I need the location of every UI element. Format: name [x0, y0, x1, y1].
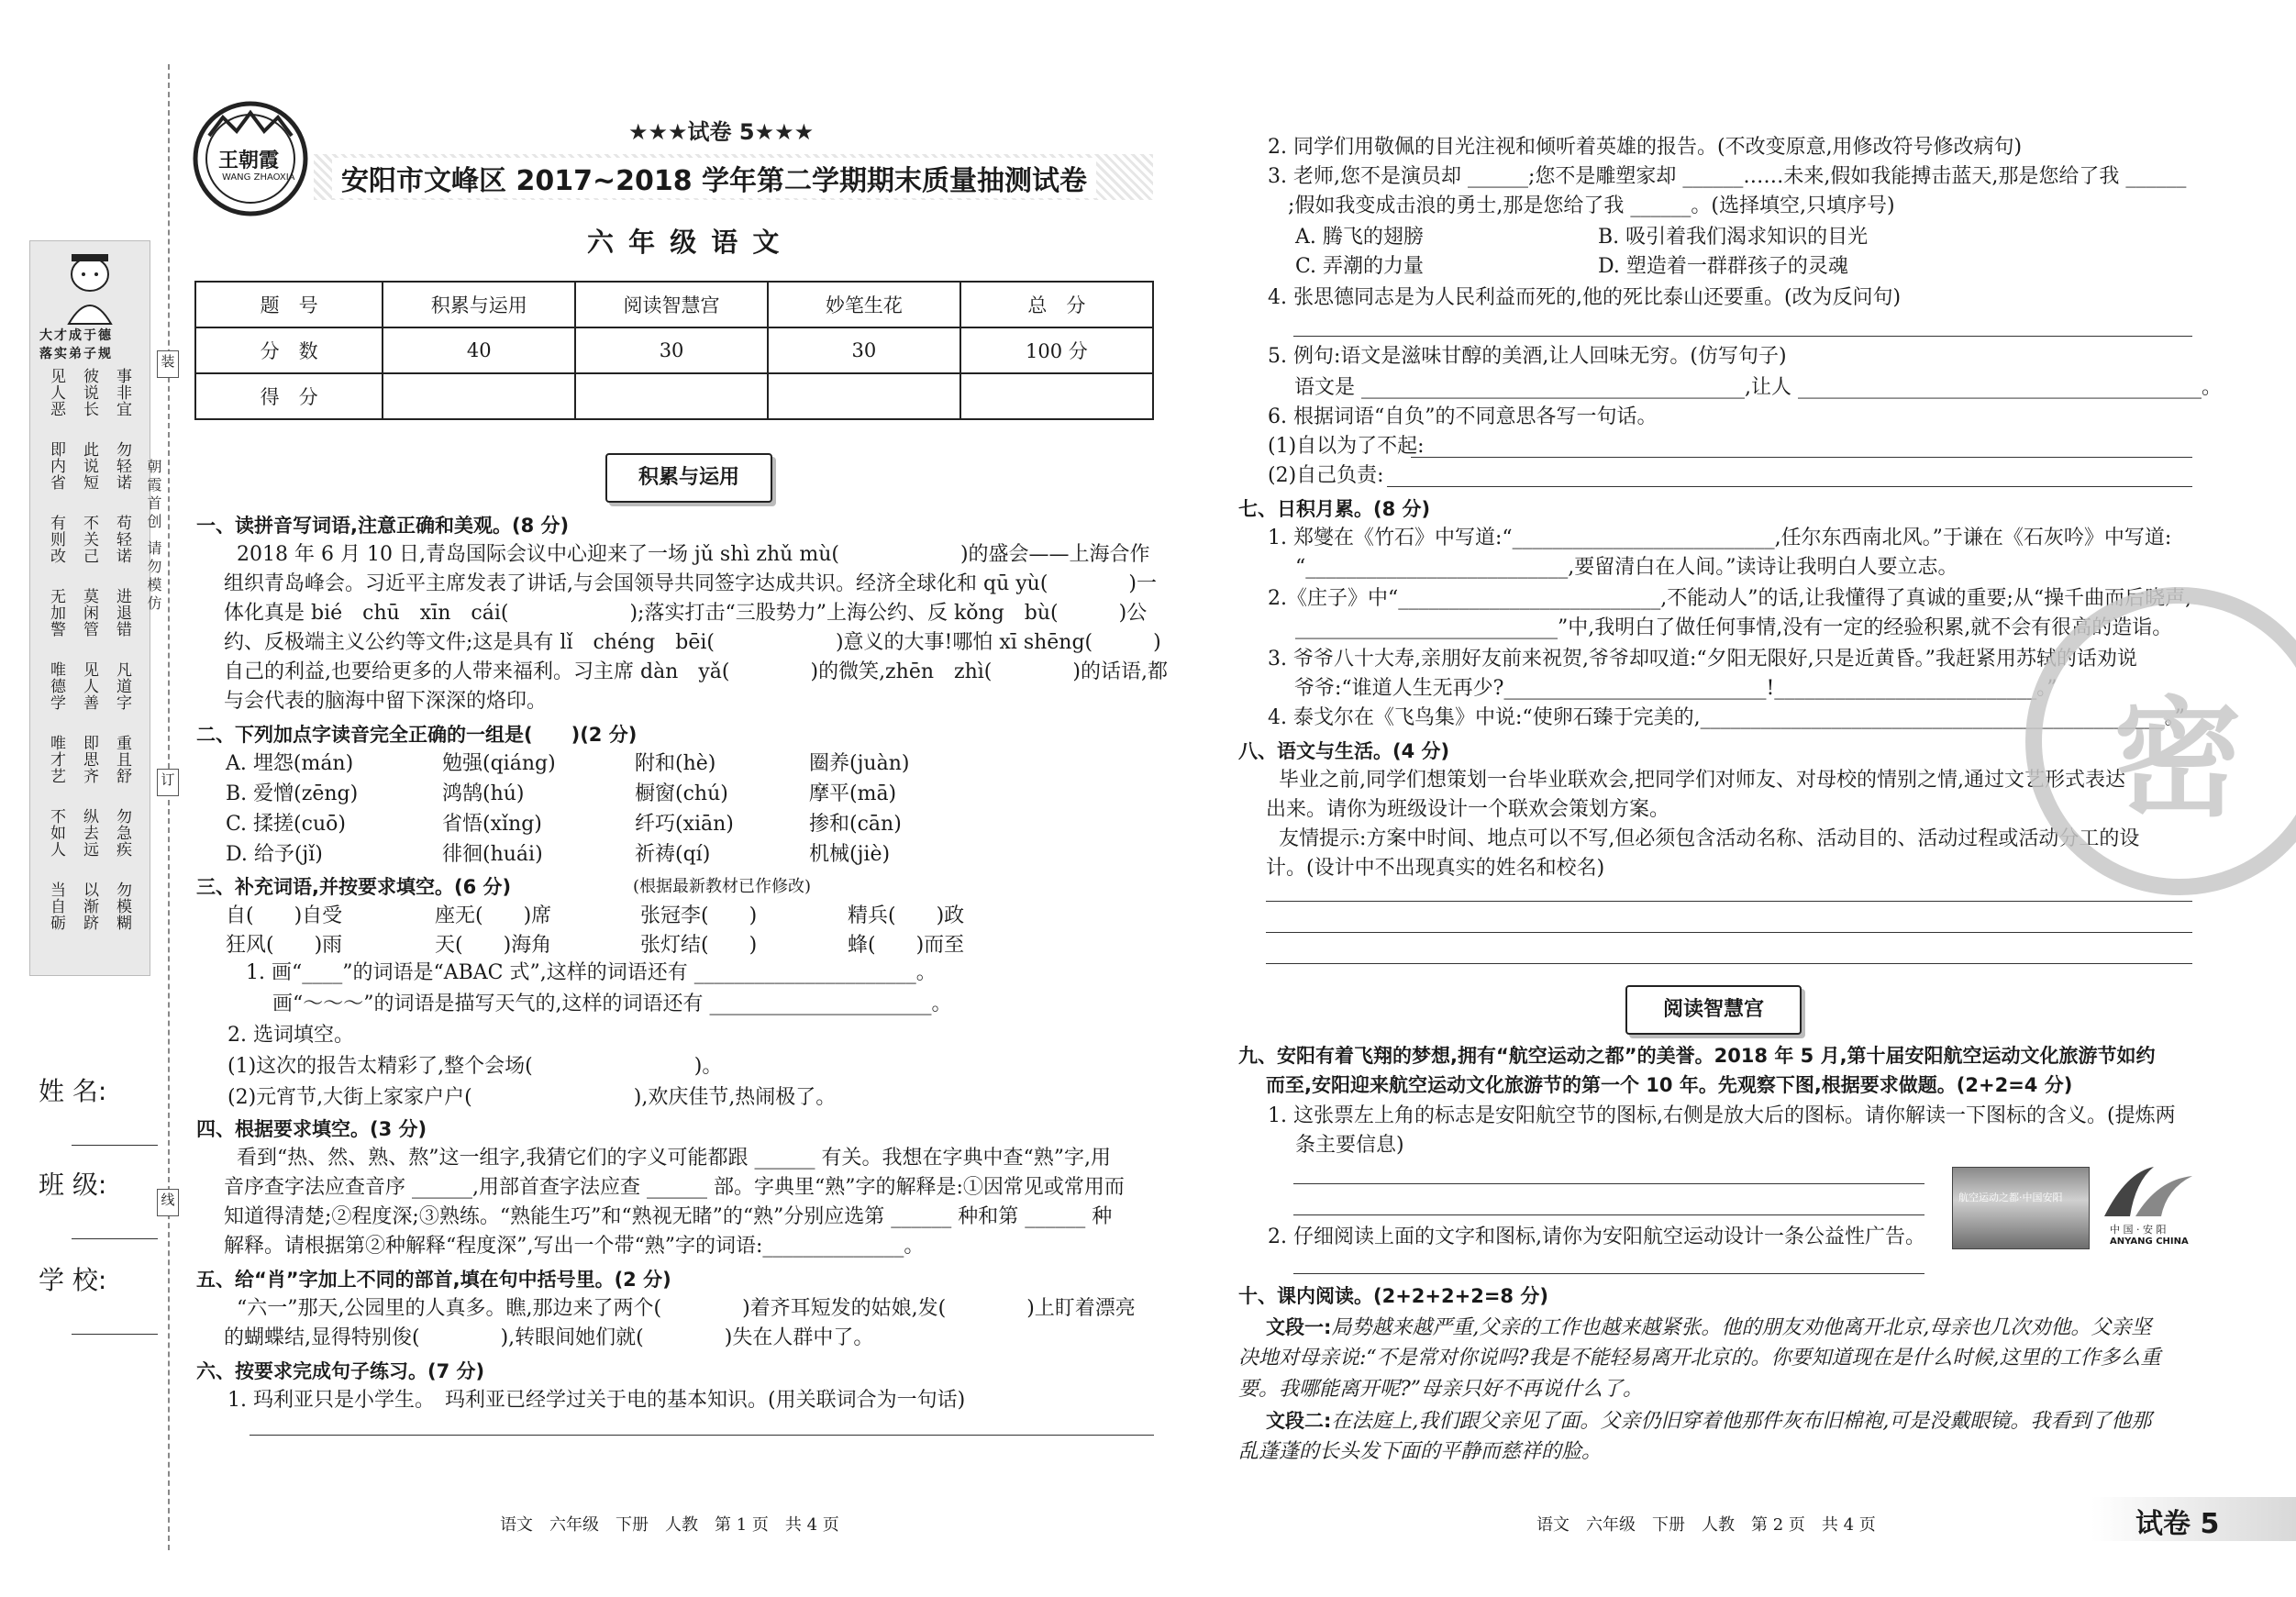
- q2-option-cell: 纤巧(xiān): [635, 813, 734, 836]
- q6-title: 六、按要求完成句子练习。(7 分): [196, 1360, 485, 1382]
- answer-line[interactable]: [1387, 486, 2192, 487]
- q10-para1-line: 决地对母亲说:“不是常对你说吗?我是不能轻易离开北京的。你要知道现在是什么时候,这里的工作多么重: [1238, 1347, 2161, 1370]
- q2-option-cell: D. 给予(jǐ): [226, 843, 323, 866]
- q3-word-cell: 张灯结( ): [640, 934, 758, 957]
- cut-mark-3: 线: [157, 1189, 179, 1216]
- answer-line[interactable]: [1266, 963, 2192, 964]
- emblem-caption-en: ANYANG CHINA: [2110, 1237, 2189, 1247]
- score-table-obtained-row: [195, 373, 1153, 419]
- scholar-illustration: [56, 247, 124, 326]
- table-cell: 题 号: [195, 282, 383, 327]
- q6-item-5-fill: 语文是 ______________________________________,让人 ________________________________________。: [1268, 376, 2222, 399]
- q3-word-cell: 张冠李( ): [640, 904, 758, 927]
- q6-item-3: 3. 老师,您不是演员却 ______;您不是雕塑家却 ______……未来,假如我能搏击蓝天,那是您给了我 ______: [1268, 165, 2187, 188]
- q9-title: 九、安阳有着飞翔的梦想,拥有“航空运动之都”的美誉。2018 年 5 月,第十届安阳航空运动文化旅游节如约: [1238, 1045, 2156, 1067]
- subject-title: 六 年 级 语 文: [587, 227, 782, 258]
- q2-option-cell: 祈祷(qí): [635, 843, 711, 866]
- q9-title-cont: 而至,安阳迎来航空运动文化旅游节的第一个 10 年。先观察下图,根据要求做题。(2+2=4 分): [1266, 1074, 2073, 1096]
- table-cell: 30: [575, 327, 768, 373]
- score-input-cell[interactable]: [768, 373, 960, 419]
- q8-line: 计。(设计中不出现真实的姓名和校名): [1266, 857, 1605, 880]
- page-footer-right: 语文 六年级 下册 人教 第 2 页 共 4 页: [1536, 1515, 1876, 1535]
- sidebar-rule-column: 纵去远: [80, 808, 98, 858]
- q1-line: 组织青岛峰会。习近平主席发表了讲话,与会国领导共同签字达成共识。经济全球化和 qū yù( )一: [224, 572, 1157, 595]
- fold-dash-line: [168, 64, 170, 1550]
- q6-item-3-cont: ;假如我变成击浪的勇士,那是您给了我 ______。(选择填空,只填序号): [1268, 194, 1895, 217]
- sidebar-rule-column: 重且舒: [113, 735, 131, 784]
- answer-line[interactable]: [1266, 901, 2192, 902]
- sidebar-rule-column: 彼说长: [80, 368, 98, 417]
- q10-para1-line: 局势越来越严重,父亲的工作也越来越紧张。他的朋友劝他离开北京,母亲也几次劝他。父亲坚: [1331, 1316, 2152, 1339]
- q5-line: “六一”那天,公园里的人真多。瞧,那边来了两个( )着齐耳短发的姑娘,发( )上盯着漂亮: [196, 1297, 1136, 1320]
- q3-word-cell: 天( )海角: [435, 934, 552, 957]
- table-cell: 100 分: [960, 327, 1153, 373]
- q1-line: 约、反极端主义公约等文件;这是具有 lǐ chéng bēi( )意义的大事!哪怕 xī shēng( ): [224, 631, 1161, 654]
- exam-title: 安阳市文峰区 2017~2018 学年第二学期期末质量抽测试卷: [332, 158, 1096, 198]
- answer-line[interactable]: [1293, 336, 2192, 337]
- q2-title: 二、下列加点字读音完全正确的一组是( )(2 分): [196, 724, 638, 746]
- q8-line: 友情提示:方案中时间、地点可以不写,但必须包含活动名称、活动目的、活动过程或活动分工的设: [1238, 827, 2140, 850]
- sidebar-rule-column: 苟轻诺: [113, 515, 131, 564]
- sidebar-motto-2: 落实弟子规: [39, 347, 113, 361]
- school-label: 学 校:: [39, 1265, 107, 1295]
- score-input-cell[interactable]: [960, 373, 1153, 419]
- table-cell: 阅读智慧宫: [575, 282, 768, 327]
- q1-title: 一、读拼音写词语,注意正确和美观。(8 分): [196, 515, 570, 537]
- school-field[interactable]: [72, 1334, 158, 1335]
- q7-title: 七、日积月累。(8 分): [1238, 498, 1431, 520]
- q6-item-6-1: (1)自以为了不起:: [1268, 435, 1425, 458]
- table-cell: 妙笔生花: [768, 282, 960, 327]
- answer-line[interactable]: [250, 1435, 1154, 1436]
- logo-subtext: WANG ZHAOXIA: [222, 172, 295, 183]
- q2-option-cell: A. 埋怨(mán): [226, 752, 354, 775]
- q6-option-a: A. 腾飞的翅膀: [1295, 226, 1424, 249]
- sidebar-rule-column: 见人恶: [47, 368, 65, 417]
- q2-option-cell: 附和(hè): [635, 752, 716, 775]
- sidebar-rule-column: 不如人: [47, 808, 65, 858]
- q6-item-4: 4. 张思德同志是为人民利益而死的,他的死比泰山还要重。(改为反问句): [1268, 286, 1902, 309]
- answer-line[interactable]: [1293, 1183, 1924, 1184]
- q6-option-d: D. 塑造着一群群孩子的灵魂: [1598, 255, 1848, 278]
- q7-line: 2.《庄子》中“__________________________,不能动人”的话,让我懂得了真诚的重要;从“操千曲而后晓声,: [1268, 587, 2192, 610]
- q7-line: 4. 泰戈尔在《飞鸟集》中说:“使卵石臻于完美的,______________________________________________。”: [1268, 706, 2185, 729]
- q7-line: 3. 爷爷八十大寿,亲朋好友前来祝贺,爷爷却叹道:“夕阳无限好,只是近黄昏。”我赶紧用苏轼的话劝说: [1268, 648, 2137, 671]
- sidebar-rule-column: 不关己: [80, 515, 98, 564]
- q6-option-c: C. 弄潮的力量: [1295, 255, 1425, 278]
- class-label: 班 级:: [39, 1170, 107, 1200]
- q7-line: “__________________________,要留清白在人间。”读诗让我明白人要立志。: [1295, 556, 1958, 579]
- name-label: 姓 名:: [39, 1076, 107, 1106]
- table-cell: 积累与运用: [383, 282, 575, 327]
- class-field[interactable]: [72, 1238, 158, 1239]
- q5-title: 五、给“肖”字加上不同的部首,填在句中括号里。(2 分): [196, 1269, 671, 1291]
- sidebar-rule-column: 进退错: [113, 588, 131, 638]
- sidebar-rule-column: 无加警: [47, 588, 65, 638]
- q2-option-cell: 徘徊(huái): [442, 843, 543, 866]
- answer-line[interactable]: [1293, 1273, 1924, 1274]
- ticket-caption: 航空运动之都·中国安阳: [1958, 1192, 2063, 1203]
- cut-mark-1: 装: [157, 350, 179, 378]
- sidebar-rule-column: 此说短: [80, 441, 98, 491]
- q6-item-5: 5. 例句:语文是滋味甘醇的美酒,让人回味无穷。(仿写句子): [1268, 345, 1787, 368]
- sidebar-rule-column: 唯德学: [47, 661, 65, 711]
- sidebar-rule-column: 以渐跻: [80, 882, 98, 931]
- sidebar-rule-column: 有则改: [47, 515, 65, 564]
- aviation-festival-emblem: [2099, 1163, 2198, 1218]
- sidebar-rule-column: 见人善: [80, 661, 98, 711]
- q3-note: (根据最新教材已作修改): [633, 877, 812, 896]
- festival-ticket-image: [1952, 1167, 2090, 1249]
- q3-sub: (2)元宵节,大街上家家户户( ),欢庆佳节,热闹极了。: [227, 1086, 837, 1109]
- sidebar-rule-column: 莫闲管: [80, 588, 98, 638]
- sidebar-rules: [38, 368, 144, 964]
- q7-line: __________________________”中,我明白了做任何事情,没有一定的经验积累,就不会有很高的造诣。: [1295, 616, 2173, 639]
- q2-option-cell: C. 揉搓(cuō): [226, 813, 346, 836]
- sidebar-rule-column: 凡道字: [113, 661, 131, 711]
- q4-line: 音序查字法应查音序 ______,用部首查字法应查 ______ 部。字典里“熟”字的解释是:①因常见或常用而: [224, 1176, 1125, 1199]
- emblem-caption-cn: 中 国 · 安 阳: [2110, 1224, 2167, 1236]
- q3-sub: 2. 选词填空。: [227, 1024, 354, 1047]
- table-cell: 40: [383, 327, 575, 373]
- q4-line: 解释。请根据第②种解释“程度深”,写出一个带“熟”字的词语:______________。: [224, 1235, 925, 1258]
- q9-item-2: 2. 仔细阅读上面的文字和图标,请你为安阳航空运动设计一条公益性广告。: [1268, 1225, 1925, 1248]
- q1-line: 2018 年 6 月 10 日,青岛国际会议中心迎来了一场 jǔ shì zhǔ mù( )的盛会——上海合作: [196, 543, 1150, 566]
- answer-line[interactable]: [1411, 457, 2192, 458]
- sidebar-rule-column: 唯才艺: [47, 735, 65, 784]
- score-table-points-row: [195, 327, 1153, 373]
- table-cell: 分 数: [195, 327, 383, 373]
- answer-line[interactable]: [1266, 932, 2192, 933]
- q2-option-cell: 机械(jiè): [809, 843, 891, 866]
- sidebar-panel: [29, 240, 150, 976]
- q10-para2-line: 在法庭上,我们跟父亲见了面。父亲仍旧穿着他那件灰布旧棉袍,可是没戴眼镜。我看到了他那: [1331, 1410, 2152, 1433]
- q9-item-1-cont: 条主要信息): [1295, 1134, 1404, 1157]
- q9-item-1: 1. 这张票左上角的标志是安阳航空节的图标,右侧是放大后的图标。请你解读一下图标的含义。(提炼两: [1268, 1104, 2176, 1127]
- q2-option-cell: 摩平(mā): [809, 782, 897, 805]
- sidebar-motto-1: 大才成于德: [39, 328, 113, 343]
- paper-number: ★★★试卷 5★★★: [628, 119, 815, 145]
- q10-para2-line: 乱蓬蓬的长头发下面的平静而慈祥的脸。: [1238, 1440, 1603, 1463]
- sidebar-rule-column: 勿轻诺: [113, 441, 131, 491]
- answer-line[interactable]: [1293, 1214, 1924, 1215]
- q6-item-6: 6. 根据词语“自负”的不同意思各写一句话。: [1268, 405, 1658, 428]
- q6-item-1: 1. 玛利亚只是小学生。 玛利亚已经学过关于电的基本知识。(用关联词合为一句话): [227, 1389, 966, 1412]
- section-banner-reading: 阅读智慧宫: [1625, 985, 1802, 1035]
- q1-line: 自己的利益,也要给更多的人带来福利。习主席 dàn yǎ( )的微笑,zhēn zhì( )的话语,都: [224, 660, 1168, 683]
- score-table-header-row: [195, 282, 1153, 327]
- corner-tag: 试卷 5: [2135, 1508, 2220, 1540]
- score-input-cell[interactable]: [575, 373, 768, 419]
- q4-title: 四、根据要求填空。(3 分): [196, 1118, 427, 1140]
- q3-word-cell: 座无( )席: [435, 904, 552, 927]
- q3-word-cell: 狂风( )雨: [226, 934, 343, 957]
- cut-mark-2: 订: [157, 769, 179, 796]
- q8-line: 毕业之前,同学们想策划一台毕业联欢会,把同学们对师友、对母校的情别之情,通过文艺形式表达: [1238, 769, 2125, 792]
- q3-word-cell: 蜂( )而至: [848, 934, 965, 957]
- q10-title: 十、课内阅读。(2+2+2+2=8 分): [1238, 1285, 1548, 1307]
- q3-word-cell: 精兵( )政: [848, 904, 965, 927]
- score-input-cell[interactable]: [383, 373, 575, 419]
- sidebar-rule-column: 当自砺: [47, 882, 65, 931]
- logo-text: 王朝霞: [218, 150, 280, 172]
- name-field[interactable]: [72, 1145, 158, 1146]
- q3-sub: 画“～～～”的词语是描写天气的,这样的词语还有 ______________________。: [246, 993, 952, 1015]
- q1-line: 体化真是 bié chū xīn cái( );落实打击“三股势力”上海公约、反 kǒng bù( )公: [224, 602, 1148, 625]
- stamp-char: 密: [2113, 685, 2243, 835]
- q2-option-cell: B. 爱憎(zēng): [226, 782, 359, 805]
- q8-title: 八、语文与生活。(4 分): [1238, 740, 1450, 762]
- q6-item-6-2: (2)自己负责:: [1268, 464, 1384, 487]
- q7-line: 爷爷:“谁道人生无再少?__________________________!__________________________。”: [1268, 677, 2058, 700]
- page-footer-left: 语文 六年级 下册 人教 第 1 页 共 4 页: [500, 1515, 839, 1535]
- q1-line: 与会代表的脑海中留下深深的烙印。: [224, 690, 548, 713]
- q10-para2-label: 文段二:: [1266, 1410, 1332, 1432]
- q2-option-cell: 橱窗(chú): [635, 782, 728, 805]
- sidebar-rule-column: 即思齐: [80, 735, 98, 784]
- q10-para1-line: 要。我哪能离开呢?”母亲只好不再说什么了。: [1238, 1378, 1644, 1401]
- q5-line: 的蝴蝶结,显得特别俊( ),转眼间她们就( )失在人群中了。: [224, 1326, 874, 1349]
- q3-word-cell: 自( )自受: [226, 904, 343, 927]
- q6-item-2: 2. 同学们用敬佩的目光注视和倾听着英雄的报告。(不改变原意,用修改符号修改病句): [1268, 136, 2023, 159]
- table-cell: 30: [768, 327, 960, 373]
- q2-option-cell: 省悟(xǐng): [442, 813, 542, 836]
- sidebar-rule-column: 事非宜: [113, 368, 131, 417]
- sidebar-rule-column: 勿模糊: [113, 882, 131, 931]
- q7-line: 1. 郑燮在《竹石》中写道:“__________________________,任尔东西南北风。”于谦在《石灰吟》中写道:: [1268, 527, 2172, 549]
- sidebar-rule-column: 即内省: [47, 441, 65, 491]
- table-cell: 总 分: [960, 282, 1153, 327]
- q10-para1-label: 文段一:: [1266, 1316, 1332, 1338]
- sidebar-vertical-note: 朝霞首创 请勿模仿: [145, 459, 162, 615]
- q3-sub: (1)这次的报告太精彩了,整个会场( )。: [227, 1055, 723, 1078]
- q3-sub: 1. 画“____”的词语是“ABAC 式”,这样的词语还有 ______________________。: [246, 961, 937, 984]
- sidebar-rule-column: 勿急疾: [113, 808, 131, 858]
- q2-option-cell: 圈养(juàn): [809, 752, 910, 775]
- q4-line: 知道得清楚;②程度深;③熟练。“熟能生巧”和“熟视无睹”的“熟”分别应选第 ______ 种和第 ______ 种: [224, 1205, 1113, 1228]
- q2-option-cell: 勉强(qiáng): [442, 752, 556, 775]
- q2-option-cell: 掺和(cān): [809, 813, 902, 836]
- section-banner-accumulation: 积累与运用: [605, 453, 772, 503]
- score-table: [194, 281, 1154, 420]
- table-cell: 得 分: [195, 373, 383, 419]
- q8-line: 出来。请你为班级设计一个联欢会策划方案。: [1266, 798, 1670, 821]
- q6-option-b: B. 吸引着我们渴求知识的目光: [1598, 226, 1869, 249]
- q2-option-cell: 鸿鹄(hú): [442, 782, 525, 805]
- q4-line: 看到“热、然、熟、熬”这一组字,我猜它们的字义可能都跟 ______ 有关。我想在字典中查“熟”字,用: [196, 1147, 1111, 1170]
- q3-title: 三、补充词语,并按要求填空。(6 分): [196, 876, 512, 898]
